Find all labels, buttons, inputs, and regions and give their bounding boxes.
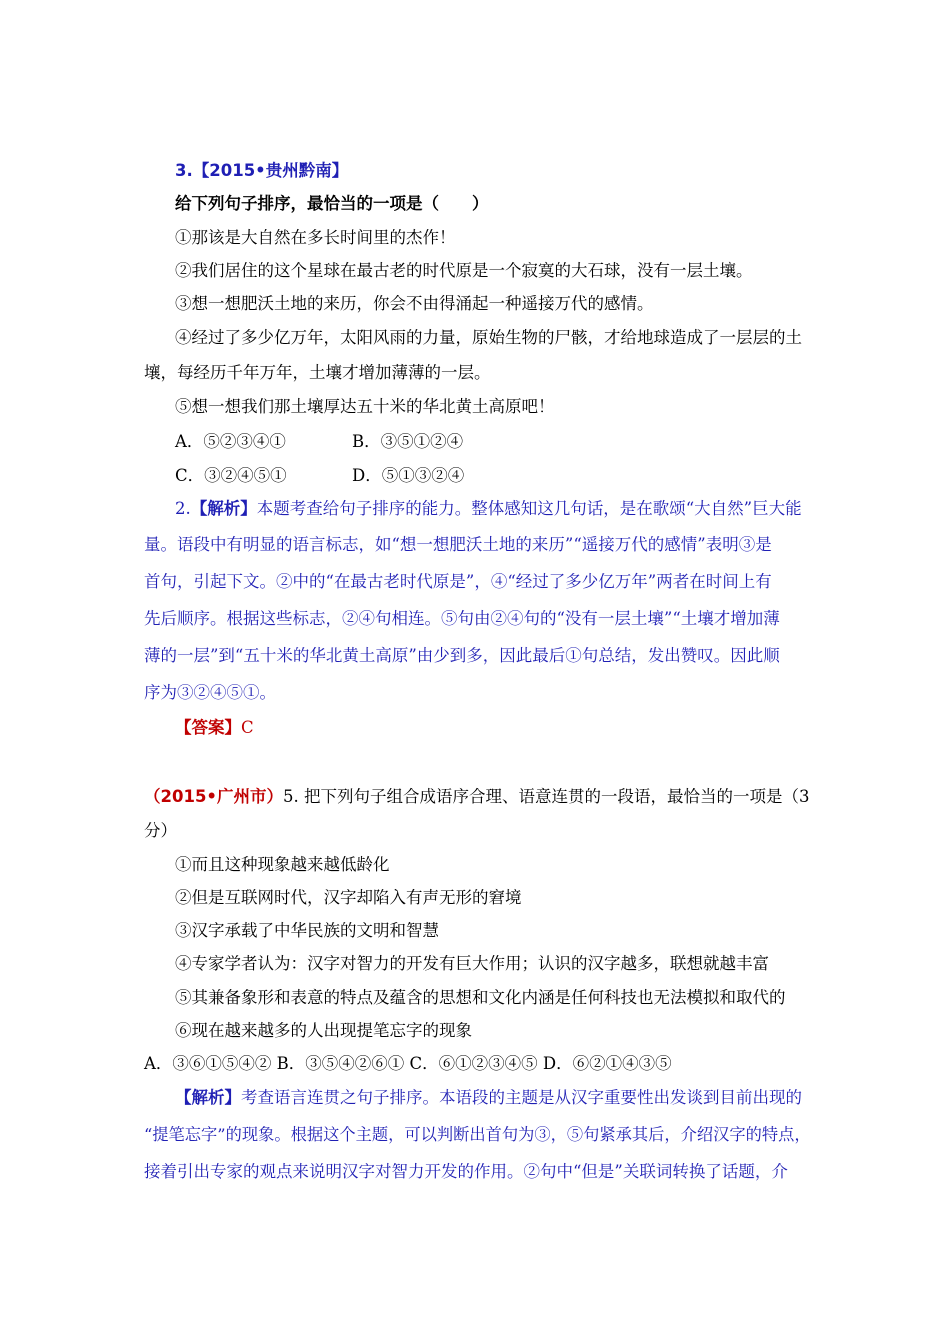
q5-item-2: ②但是互联网时代，汉字却陷入有声无形的窘境 bbox=[175, 888, 522, 907]
q3-analysis-line-3: 首句，引起下文。②中的“在最古老时代原是”，④“经过了多少亿万年”两者在时间上有 bbox=[144, 572, 772, 591]
q3-item-1: ①那该是大自然在多长时间里的杰作！ bbox=[175, 228, 456, 247]
q5-analysis-line-3: 接着引出专家的观点来说明汉字对智力开发的作用。②句中“但是”关联词转换了话题，介 bbox=[144, 1162, 788, 1181]
q3-answer-tag: 【答案】 bbox=[175, 718, 241, 737]
q5-source: （2015•广州市） bbox=[144, 787, 283, 806]
q5-options: A．③⑥①⑤④② B．③⑤④②⑥① C．⑥①②③④⑤ D．⑥②①④③⑤ bbox=[144, 1054, 672, 1073]
q5-stem-line-1 bbox=[144, 786, 809, 808]
q3-option-a: A．⑤②③④① bbox=[175, 432, 286, 451]
q5-item-1: ①而且这种现象越来越低龄化 bbox=[175, 855, 390, 874]
q3-analysis-prefix: 2. bbox=[175, 499, 191, 518]
q3-item-5: ⑤想一想我们那土壤厚达五十米的华北黄土高原吧！ bbox=[175, 397, 555, 416]
q5-item-3: ③汉字承载了中华民族的文明和智慧 bbox=[175, 921, 439, 940]
q5-item-5: ⑤其兼备象形和表意的特点及蕴含的思想和文化内涵是任何科技也无法模拟和取代的 bbox=[175, 988, 786, 1007]
q3-option-d: D．⑤①③②④ bbox=[352, 466, 465, 485]
q3-header: 3.【2015•贵州黔南】 bbox=[175, 161, 349, 180]
q5-stem-text: 5. 把下列句子组合成语序合理、语意连贯的一段语，最恰当的一项是（3 bbox=[282, 787, 810, 806]
q5-analysis-line-2: “提笔忘字”的现象。根据这个主题，可以判断出首句为③，⑤句紧承其后，介绍汉字的特点， bbox=[144, 1125, 811, 1144]
q5-item-6: ⑥现在越来越多的人出现提笔忘字的现象 bbox=[175, 1021, 472, 1040]
q3-item-2: ②我们居住的这个星球在最古老的时代原是一个寂寞的大石球，没有一层土壤。 bbox=[175, 261, 753, 280]
q3-item-4: ④经过了多少亿万年，太阳风雨的力量，原始生物的尸骸，才给地球造成了一层层的土 bbox=[175, 328, 802, 347]
q3-answer bbox=[175, 717, 254, 739]
q3-analysis-line-6: 序为③②④⑤①。 bbox=[144, 683, 276, 702]
q3-item-4-cont: 壤，每经历千年万年，土壤才增加薄薄的一层。 bbox=[144, 363, 491, 382]
q3-option-b: B．③⑤①②④ bbox=[352, 432, 464, 451]
q3-analysis-line-1 bbox=[175, 498, 802, 520]
q5-analysis-text-1: 考查语言连贯之句子排序。本语段的主题是从汉字重要性出发谈到目前出现的 bbox=[241, 1088, 802, 1107]
q3-answer-value: C bbox=[241, 718, 254, 737]
q3-analysis-tag: 【解析】 bbox=[190, 499, 257, 518]
q3-analysis-line-5: 薄的一层”到“五十米的华北黄土高原”由少到多，因此最后①句总结，发出赞叹。因此顺 bbox=[144, 646, 780, 665]
q3-analysis-line-4: 先后顺序。根据这些标志，②④句相连。⑤句由②④句的“没有一层土壤”“土壤才增加薄 bbox=[144, 609, 780, 628]
q5-analysis-tag: 【解析】 bbox=[175, 1088, 241, 1107]
q5-analysis-line-1 bbox=[175, 1087, 802, 1109]
q3-analysis-line-2: 量。语段中有明显的语言标志，如“想一想肥沃土地的来历”“遥接万代的感情”表明③是 bbox=[144, 535, 772, 554]
q3-analysis-text-1: 本题考查给句子排序的能力。整体感知这几句话，是在歌颂“大自然”巨大能 bbox=[256, 499, 802, 518]
q3-option-c: C．③②④⑤① bbox=[175, 466, 287, 485]
q5-item-4: ④专家学者认为：汉字对智力的开发有巨大作用；认识的汉字越多，联想就越丰富 bbox=[175, 954, 769, 973]
q5-stem-line-2: 分） bbox=[144, 821, 177, 840]
q3-stem: 给下列句子排序，最恰当的一项是（ ） bbox=[175, 194, 489, 213]
q3-item-3: ③想一想肥沃土地的来历，你会不由得涌起一种遥接万代的感情。 bbox=[175, 294, 654, 313]
